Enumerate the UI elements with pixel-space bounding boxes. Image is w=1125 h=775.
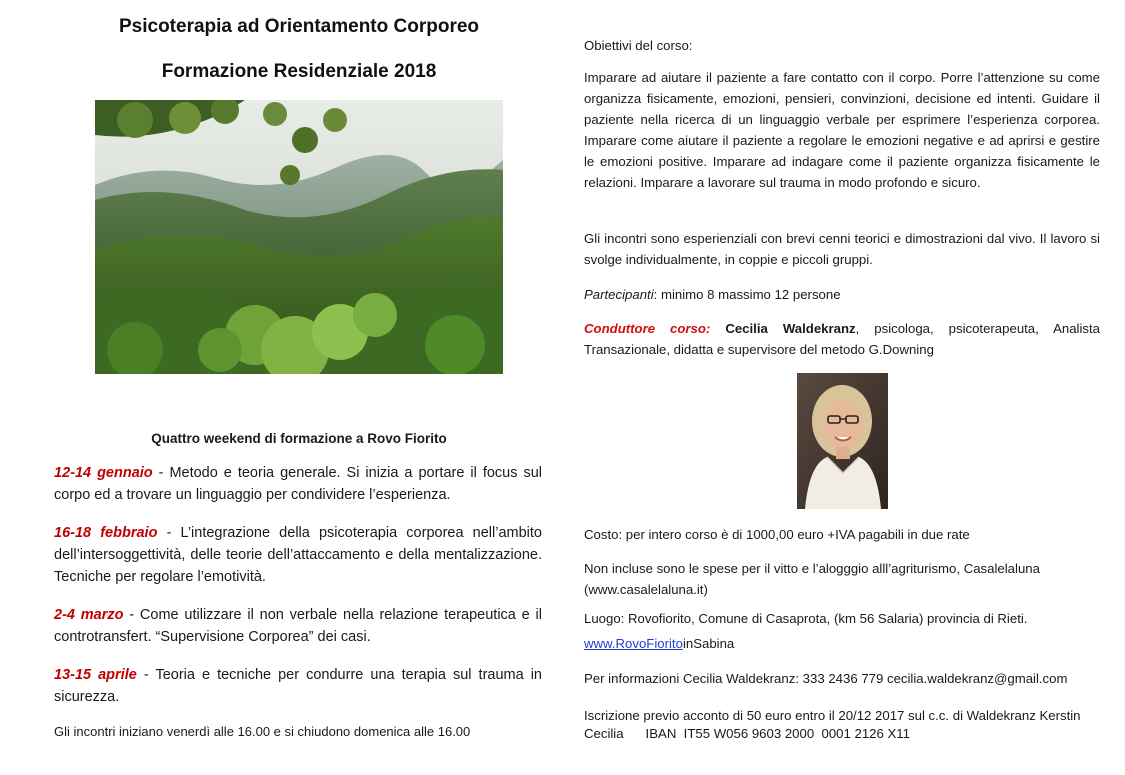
website-suffix: inSabina [682,636,735,651]
objectives-text: Imparare ad aiutare il paziente a fare contatto con il corpo. Porre l’attenzione su come organizza fisicamente, emozioni, pensieri, convinzioni, decisione ed intenti. Guidare il paziente nella ricerca di un linguaggio verbale per esprimere l’esperienza corporea. Imparare come aiutare il paziente a regolare le emozioni negative e ad aprirsi e gestire le emozioni positive. Imparare ad indagare come il paziente organizza fisicamente le relazioni. Imparare a lavorare sul trauma in modo profondo e sicuro. [584,70,1100,190]
schedule-item [54,664,542,708]
conductor [584,318,1100,360]
schedule-date: 13-15 aprile [54,667,137,683]
main-title: Psicoterapia ad Orientamento Corporeo [118,16,480,37]
participants-label: Partecipanti [584,287,654,302]
schedule-item [54,604,542,648]
schedule-date: 12-14 gennaio [54,465,153,481]
instructor-portrait [797,373,888,509]
cost: Costo: per intero corso è di 1000,00 euro +IVA pagabili in due rate [584,527,970,542]
conductor-description: , psicologa, psicoterapeuta, Analista Transazionale, didatta e supervisore del metodo G.Downing [584,321,1100,357]
expenses-line-1: Non incluse sono le spese per il vitto e l’alogggio alll’agriturismo, Casalelaluna [584,561,1040,576]
schedule-date: 2-4 marzo [54,607,124,623]
schedule-item [54,462,542,506]
contact-info: Per informazioni Cecilia Waldekranz: 333 2436 779 cecilia.waldekranz@gmail.com [584,671,1068,686]
website-link[interactable]: www.RovoFiorito [584,636,683,651]
participants [584,284,1100,305]
schedule-item [54,522,542,588]
registration-line-2: Cecilia IBAN IT55 W056 9603 2000 0001 2126 X11 [584,726,910,741]
landscape-photo [95,100,503,374]
participants-value: : minimo 8 massimo 12 persone [653,287,841,302]
registration-line-1: Iscrizione previo acconto di 50 euro entro il 20/12 2017 sul c.c. di Waldekranz Kerstin [584,708,1081,723]
schedule-date: 16-18 febbraio [54,525,158,541]
schedule-description: - Teoria e tecniche per condurre una terapia sul trauma in sicurezza. [54,667,542,705]
conductor-label: Conduttore corso: [584,321,711,336]
location: Luogo: Rovofiorito, Comune di Casaprota, (km 56 Salaria) provincia di Rieti. [584,611,1028,626]
website [584,633,1100,654]
schedule-description: - L’integrazione della psicoterapia corporea nell’ambito dell’intersoggettività, delle teorie dell’attaccamento e della mentalizzazione. Tecniche per regolare l’emotività. [54,525,542,585]
conductor-name: Cecilia Waldekranz [725,321,856,336]
schedule-description: - Come utilizzare il non verbale nella relazione terapeutica e il controtransfert. “Supervisione Corporea” dei casi. [54,607,542,645]
expenses-line-2: (www.casalelaluna.it) [584,582,708,597]
schedule-description: - Metodo e teoria generale. Si inizia a portare il focus sul corpo ed a trovare un linguaggio per condividere l’esperienza. [54,465,542,503]
schedule-footer: Gli incontri iniziano venerdì alle 16.00 e si chiudono domenica alle 16.00 [54,724,471,739]
objectives-label: Obiettivi del corso: [584,38,693,53]
schedule-heading: Quattro weekend di formazione a Rovo Fiorito [151,431,447,446]
subtitle: Formazione Residenziale 2018 [161,61,437,82]
sessions-text: Gli incontri sono esperienziali con brevi cenni teorici e dimostrazioni dal vivo. Il lavoro si svolge individualmente, in coppie e piccoli gruppi. [584,231,1100,267]
